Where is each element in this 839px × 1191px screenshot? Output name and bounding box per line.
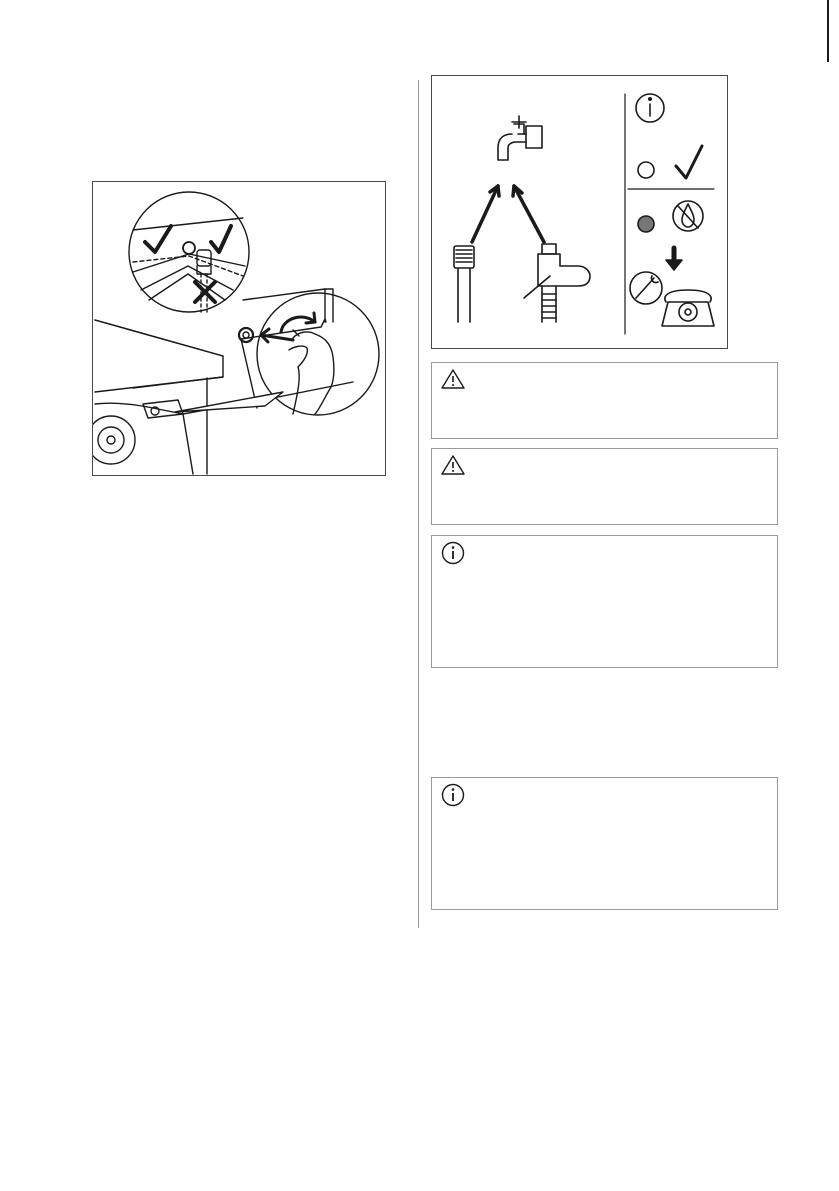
inlet-hose-connection-figure <box>92 181 386 476</box>
info-circle-icon <box>440 540 466 566</box>
info-circle-icon <box>440 782 466 808</box>
info-icon <box>636 94 664 122</box>
column-divider <box>418 80 419 928</box>
water-tap-icon <box>498 116 542 160</box>
warning-triangle-icon <box>440 367 466 391</box>
page-edge-mark <box>827 0 829 62</box>
inlet-hose-types-figure <box>431 75 728 349</box>
warning-notice-2 <box>431 448 778 525</box>
info-notice-2 <box>431 777 778 910</box>
warning-notice-1 <box>431 362 778 439</box>
warning-triangle-icon <box>440 453 466 477</box>
inlet-hose-connection-drawing <box>93 182 385 475</box>
info-notice-1 <box>431 535 778 668</box>
inlet-hose-types-drawing <box>432 76 727 348</box>
